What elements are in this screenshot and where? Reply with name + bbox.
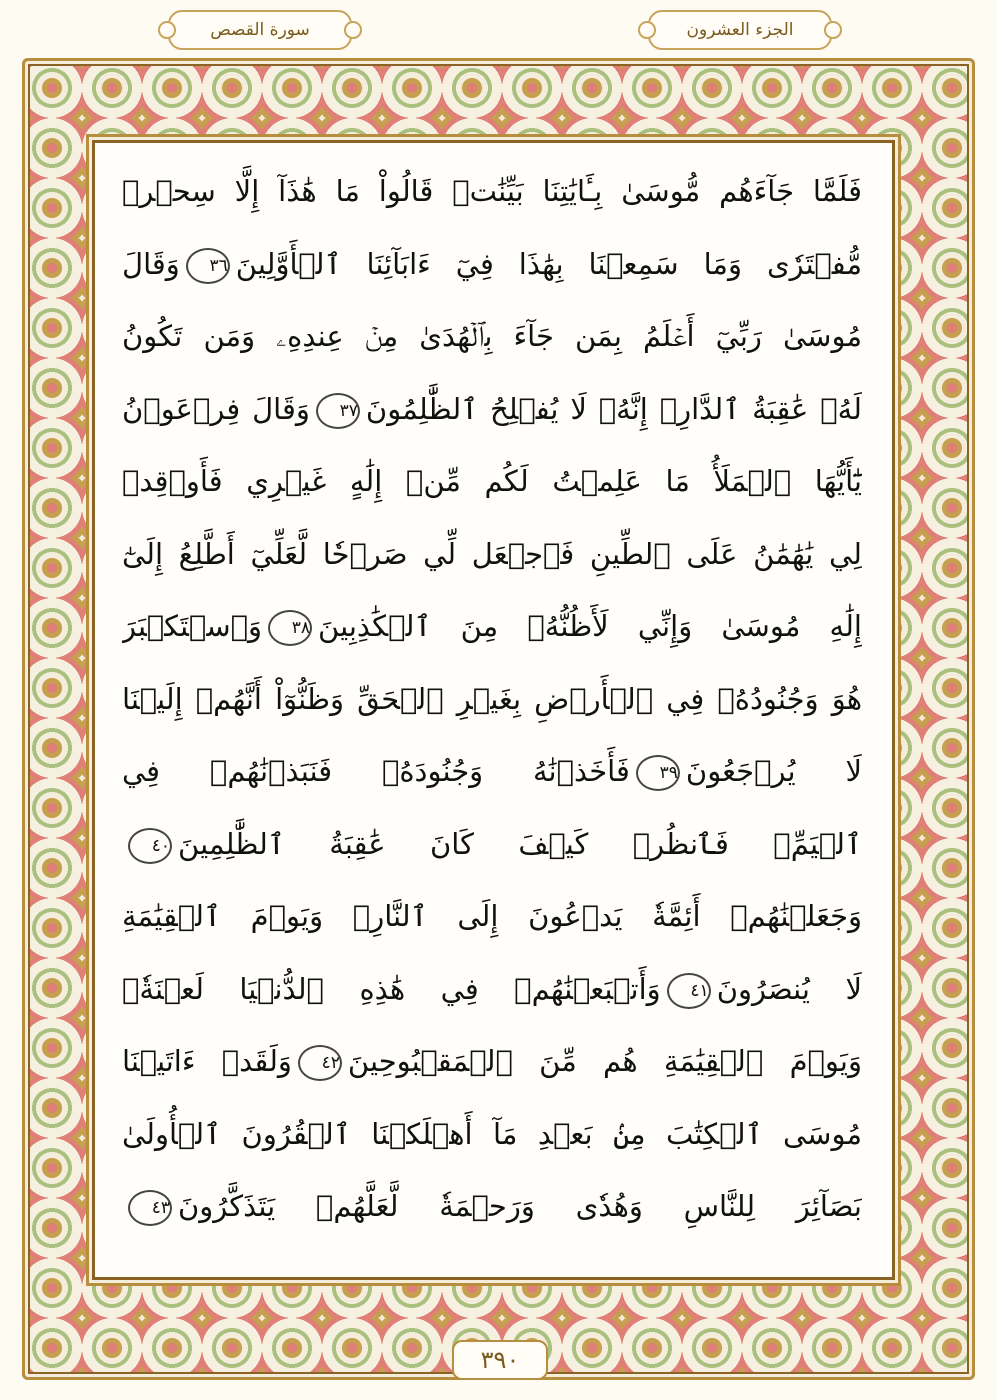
ayah-marker: ٣٦: [186, 248, 230, 284]
ayah-marker: ٣٧: [316, 393, 360, 429]
text-line: مُّفۡتَرٗى وَمَا سَمِعۡنَا بِهَٰذَا فِيٓ ءَابَآئِنَا ٱلۡأَوَّلِينَ٣٦وَقَالَ: [122, 228, 862, 301]
ayah-marker: ٤٠: [128, 828, 172, 864]
text-line: وَيَوۡمَ ٱلۡقِيَٰمَةِ هُم مِّنَ ٱلۡمَقۡبُوحِينَ٤٢وَلَقَدۡ ءَاتَيۡنَا: [122, 1025, 862, 1098]
text-line: مُوسَىٰ رَبِّيٓ أَعۡلَمُ بِمَن جَآءَ بِٱلۡهُدَىٰ مِنۡ عِندِهِۦ وَمَن تَكُونُ: [122, 319, 862, 353]
quran-text: [122, 155, 862, 1243]
ayah-marker: ٤٢: [298, 1045, 342, 1081]
ayah-marker: ٣٩: [636, 755, 680, 791]
page-number: ٣٩٠: [452, 1340, 548, 1380]
text-line: لَا يُنصَرُونَ٤١وَأَتۡبَعۡنَٰهُمۡ فِي هَٰذِهِ ٱلدُّنۡيَا لَعۡنَةٗۖ: [122, 953, 862, 1026]
text-line: مُوسَى ٱلۡكِتَٰبَ مِنۢ بَعۡدِ مَآ أَهۡلَكۡنَا ٱلۡقُرُونَ ٱلۡأُولَىٰ: [122, 1116, 862, 1151]
ayah-marker: ٤٣: [128, 1190, 172, 1226]
text-line: ٱلۡيَمِّۖ فَٱنظُرۡ كَيۡفَ كَانَ عَٰقِبَةُ ٱلظَّٰلِمِينَ٤٠: [122, 808, 862, 881]
text-line: لِي يَٰهَٰمَٰنُ عَلَى ٱلطِّينِ فَٱجۡعَل لِّي صَرۡحٗا لَّعَلِّيٓ أَطَّلِعُ إِلَىٰٓ: [122, 536, 862, 571]
text-line: لَهُۥ عَٰقِبَةُ ٱلدَّارِۚ إِنَّهُۥ لَا يُفۡلِحُ ٱلظَّٰلِمُونَ٣٧وَقَالَ فِرۡعَوۡنُ: [122, 373, 862, 446]
surah-title: سورة القصص: [168, 10, 352, 50]
ayah-marker: ٣٨: [268, 610, 312, 646]
text-line: لَا يُرۡجَعُونَ٣٩فَأَخَذۡنَٰهُ وَجُنُودَهُۥ فَنَبَذۡنَٰهُمۡ فِي: [122, 735, 862, 808]
text-line: وَجَعَلۡنَٰهُمۡ أَئِمَّةٗ يَدۡعُونَ إِلَى ٱلنَّارِۖ وَيَوۡمَ ٱلۡقِيَٰمَةِ: [122, 899, 862, 933]
text-line: فَلَمَّا جَآءَهُم مُّوسَىٰ بِـَٔايَٰتِنَا بَيِّنَٰتٖ قَالُواْ مَا هَٰذَآ إِلَّا سِحۡرٞ: [122, 174, 862, 208]
text-line: يَٰٓأَيُّهَا ٱلۡمَلَأُ مَا عَلِمۡتُ لَكُم مِّنۡ إِلَٰهٍ غَيۡرِي فَأَوۡقِدۡ: [122, 464, 862, 498]
text-line: هُوَ وَجُنُودُهُۥ فِي ٱلۡأَرۡضِ بِغَيۡرِ ٱلۡحَقِّ وَظَنُّوٓاْ أَنَّهُمۡ إِلَيۡنَا: [122, 681, 862, 716]
juz-title: الجزء العشرون: [648, 10, 832, 50]
text-line: إِلَٰهِ مُوسَىٰ وَإِنِّي لَأَظُنُّهُۥ مِنَ ٱلۡكَٰذِبِينَ٣٨وَٱسۡتَكۡبَرَ: [122, 590, 862, 663]
ayah-marker: ٤١: [667, 973, 711, 1009]
text-line: بَصَآئِرَ لِلنَّاسِ وَهُدٗى وَرَحۡمَةٗ لَّعَلَّهُمۡ يَتَذَكَّرُونَ٤٣: [122, 1170, 862, 1243]
